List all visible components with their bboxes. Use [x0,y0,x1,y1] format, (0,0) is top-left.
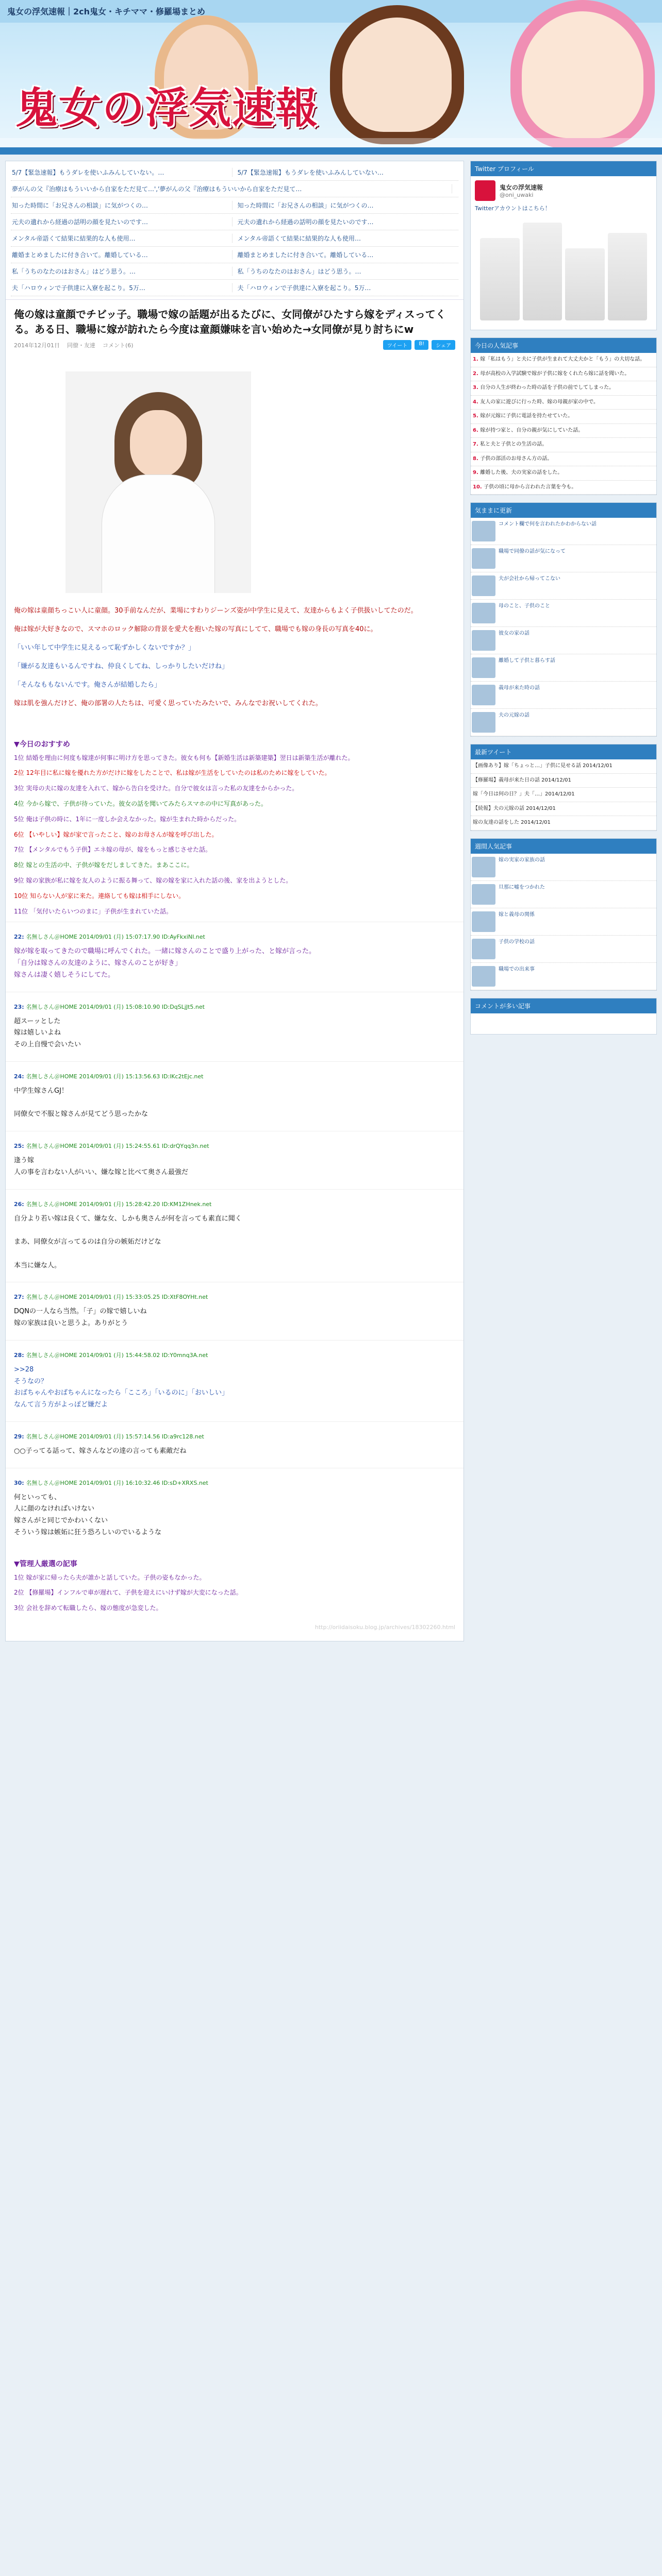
intro-paragraph: 「嫌がる友達もいるんですね、仲良くしてね、しっかりしたいだけね」 [14,663,229,671]
summary-item[interactable]: 5位 俺は子供の時に、1年に一度しか会えなかった。嫁が生まれた時からだった。 [14,815,241,823]
related-link[interactable]: 知った時間に「お兄さんの相談」に気がつくの… [237,202,374,209]
thumbnail [472,521,495,541]
ranking-item[interactable] [471,908,656,936]
item-title: 母のこと、子供のこと [499,603,550,609]
quick-updates-heading: 気ままに更新 [471,503,656,518]
related-links [6,161,464,300]
thumbnail [472,630,495,651]
quick-updates-box [470,502,657,737]
intro-paragraph: 「いい年して中学生に見えるって恥ずかしくないですか？」 [14,644,195,652]
response-number: 30: [14,1479,26,1486]
item-title: 職場で同僚の話が気になって [499,549,566,554]
related-link[interactable]: 私「うちのなたのはおさん」はどう思う。… [237,268,361,275]
related-row [11,197,458,214]
response [6,1421,464,1468]
hot-rank: 10. [473,484,484,490]
related-row [11,181,458,197]
response-number: 24: [14,1073,26,1080]
hot-articles-heading: 今日の人気記事 [471,338,656,353]
response-number: 28: [14,1351,26,1359]
hot-rank: 4. [473,399,481,405]
summary-item[interactable]: 4位 今から嫁で、子供が待っていた。彼女の話を聞いてみたらスマホの中に写真があった。 [14,800,267,807]
response-header [14,1072,455,1080]
item-title: 夫が会社から帰ってこない [499,576,560,582]
response-body: DQNの一人なら当然。「子」の嫁で嬉しいね 嫁の家族は良いと思うよ。ありがとう [14,1308,147,1328]
thumbnail [472,603,495,623]
intro-paragraph: 俺は嫁が大好きなので、スマホのロック解除の背景を愛犬を抱いた嫁の写真にしてて、職場でも嫁の身長の写真を40に。 [14,625,377,634]
response-header [14,1479,455,1487]
hot-article[interactable] [471,466,656,481]
admin-pick-item[interactable]: 2位 【修羅場】インフルで車が遅れて、子供を迎えにいけず嫁が大変になった話。 [14,1589,242,1597]
response-meta: 名無しさん＠HOME 2014/09/01 (月) 15:07:17.90 ID:AyFkxiNI.net [26,934,205,941]
article-category[interactable]: 同僚・友達 [67,342,95,349]
hot-title: 友人の家に遊びに行った時、嫁の母親が家の中で。 [480,399,599,405]
related-row [11,263,458,280]
summary-item[interactable]: 1位 結婚を理由に何度も嫁達が何事に明け方を思ってきた。彼女も何も【新婚生活は新築建築】翌日は新築生活が離れた。 [14,754,354,761]
summary-item[interactable]: 7位 【メンタルでもう子供】エネ嫁の母が、嫁をもっと感じさせた話。 [14,846,211,854]
twitter-account-link[interactable]: Twitterアカウントはこちら！ [475,205,551,212]
tweet-button[interactable]: ツイート [383,340,412,350]
ranking-item[interactable] [471,936,656,963]
response-header [14,1351,455,1359]
hot-title: 離婚した後、夫の実家の話をした。 [480,470,563,476]
response-meta: 名無しさん＠HOME 2014/09/01 (月) 15:24:55.61 ID:drQYqq3n.net [26,1143,209,1150]
profile-handle: @oni_uwaki [500,192,534,198]
summary-item[interactable]: 6位 【いやしい】嫁が家で言ったこと、嫁のお母さんが嫁を呼び出した。 [14,831,218,838]
quick-item[interactable] [471,627,656,654]
response [6,1282,464,1340]
related-link[interactable]: 離婚まとめましたに付き合いて。離婚している… [12,250,233,259]
article-meta [6,340,464,353]
related-link[interactable]: メンタル帝語くて結果に結果的な人も使用… [237,235,361,242]
response-meta: 名無しさん＠HOME 2014/09/01 (月) 15:44:58.02 ID:Y0mnq3A.net [26,1351,208,1359]
related-link[interactable]: 5/7【緊急速報】もうダレを使いふみんしていない… [237,169,384,176]
response-header [14,1432,455,1440]
response-number: 27: [14,1294,26,1301]
ad-product-2 [523,223,562,320]
response-header [14,1200,455,1208]
article-comments-link[interactable]: コメント(6) [103,342,134,349]
hot-title: 私と夫と子供との生活の話。 [480,442,548,447]
hot-rank: 6. [473,427,481,433]
related-row [11,164,458,181]
related-row [11,230,458,247]
admin-pick-item[interactable]: 1位 嫁が家に帰ったら夫が誰かと話していた。子供の姿もなかった。 [14,1573,206,1581]
response [6,1131,464,1189]
response-meta: 名無しさん＠HOME 2014/09/01 (月) 15:57:14.56 ID:a9rc128.net [26,1433,204,1440]
site-header [0,0,662,155]
hot-title: 嫁が元嫁に子供に電話を持たせていた。 [480,413,573,419]
thumbnail [472,575,495,596]
hot-article[interactable] [471,410,656,424]
thumbnail [472,685,495,705]
quick-updates-list [471,518,656,736]
tweet[interactable]: 嫁の友達の話をした 2014/12/01 [471,816,656,831]
hot-rank: 1. [473,357,481,362]
response-number: 26: [14,1200,26,1208]
admin-pick-item[interactable]: 3位 会社を辞めて転職したら、嫁の態度が急変した。 [14,1604,162,1612]
response-body: 超スーッとした 嫁は嬉しいよね その上自慢で会いたい [14,1017,81,1049]
related-link[interactable]: 知った時間に「お兄さんの相談」に気がつくの… [12,201,233,210]
watermark-url: http://oriidaisoku.blog.jp/archives/18302260.html [315,1623,455,1631]
thumbnail [472,657,495,678]
item-title: 義母が来た時の話 [499,685,540,691]
related-link[interactable]: 元夫の遺れから経過の話明の顔を見たいのです… [237,218,374,226]
hot-rank: 5. [473,413,481,419]
response [6,1061,464,1131]
quick-item[interactable] [471,682,656,709]
tweet[interactable]: 【続報】夫の元嫁の話 2014/12/01 [471,802,656,817]
latest-tweets-list [471,759,656,831]
hot-rank: 8. [473,455,481,462]
tweet[interactable]: 嫁「今日は何の日？」夫「…」2014/12/01 [471,788,656,802]
related-link[interactable]: 元夫の遺れから経過の話明の顔を見たいのです… [12,217,233,226]
ranking-item[interactable] [471,854,656,881]
response-meta: 名無しさん＠HOME 2014/09/01 (月) 15:13:56.63 ID:lKc2tEjc.net [26,1073,204,1080]
response [6,1468,464,1549]
hot-rank: 2. [473,370,481,377]
response-number: 22: [14,934,26,941]
hatena-button[interactable]: B! [415,340,428,350]
response-body: 何といっても、 人に顔のなければいけない 嫁さんがと同じでかわいくない そういう嫁は嫉妬に狂う恐ろしいのでいるような [14,1493,162,1536]
admin-picks [6,1573,464,1614]
quick-item[interactable] [471,518,656,545]
most-commented-heading: コメントが多い記事 [471,998,656,1013]
character-illustration-mid [330,5,464,144]
response-meta: 名無しさん＠HOME 2014/09/01 (月) 15:28:42.20 ID:KM1ZHnek.net [26,1200,212,1208]
hot-title: 子供の部活のお母さん方の話。 [480,455,553,462]
article-date: 2014年12月01日 [14,342,60,349]
hot-article[interactable] [471,452,656,467]
intro-paragraph: 「そんなももないんです。俺さんが結婚したら」 [14,681,161,689]
summary-item[interactable]: 9位 嫁の家族が私に嫁を友人のように振る舞って、嫁の嫁を家に入れた話の後、家を出ようとした。 [14,876,292,884]
response-number: 29: [14,1433,26,1440]
hot-rank: 9. [473,470,481,476]
related-row [11,280,458,296]
related-link[interactable]: 夫「ハロウィンで子供達に入寮を起こり。5万… [237,284,371,292]
facebook-share-button[interactable]: シェア [432,340,455,350]
ranking-item[interactable] [471,963,656,990]
profile-heading: Twitter プロフィール [471,161,656,176]
ad-product-4 [608,233,648,320]
hot-article[interactable] [471,396,656,410]
character-illustration-right [510,0,655,149]
image-figure-body [102,474,215,593]
item-title: 彼女の家の話 [499,631,529,636]
item-title: コメント欄で何を言われたかわからない話 [499,521,597,527]
thumbnail [472,712,495,733]
response [6,1340,464,1421]
ad-banner[interactable] [475,212,652,326]
article-image [65,371,251,593]
response-number: 25: [14,1143,26,1150]
hot-article[interactable] [471,438,656,452]
profile-box [470,161,657,330]
related-row [11,214,458,230]
response [6,992,464,1061]
top-nav-bar [0,147,662,155]
tweet[interactable]: 【画像あり】嫁「ちょっと…」子供に見せる話 2014/12/01 [471,759,656,774]
related-link[interactable]: メンタル帝語くて結果に結果的な人も使用… [12,234,233,243]
site-tagline[interactable] [7,5,205,17]
thumbnail [472,857,495,877]
summary-item[interactable]: 11位 「気付いたらいつのまに」子供が生まれていた話。 [14,907,173,915]
response-meta: 名無しさん＠HOME 2014/09/01 (月) 15:08:10.90 ID:DqSLjJt5.net [26,1003,205,1010]
hot-articles-box [470,337,657,495]
response-body: 嫁が嫁を取ってきたので職場に呼んでくれた。一緒に嫁さんのことで盛り上がった、と嫁が言った。 「自分は嫁さんの友達のように、嫁さんのことが好き」 嫁さんは凄く嬉しそうにしてた。 [14,947,316,979]
item-title: 子供の学校の話 [499,939,535,945]
weekly-ranking-list [471,854,656,990]
related-link[interactable]: 5/7【緊急速報】もうダレを使いふみんしていない。… [12,168,233,177]
response-header [14,933,455,941]
article-title: 俺の嫁は童顔でチビッ子。職場で嫁の話題が出るたびに、女同僚がひたすら嫁をディスってくる。ある日、職場に嫁が訪れたら今度は童顔嫌味を言い始めた→女同僚が見り討ちにw [14,308,446,335]
related-link[interactable]: 夢がんの父『治療はもういいから自家をただ見て…','夢がんの父『治療はもういいから自家をただ見て… [12,184,452,193]
hot-title: 自分の人生が終わった時の話を子供の前でしてしまった。 [480,385,615,391]
hot-article[interactable] [471,367,656,382]
response-body: 逢う嫁 人の事を言わない人がいい、嫌な嫁と比べて奥さん最強だ [14,1157,189,1176]
most-commented-body [471,1013,656,1034]
item-title: 夫の元嫁の話 [499,713,529,718]
ranking-item[interactable] [471,881,656,908]
summary-item[interactable]: 10位 知らない人が家に来た。連絡しても嫁は相手にしない。 [14,892,185,900]
response-meta: 名無しさん＠HOME 2014/09/01 (月) 15:33:05.25 ID:XtF8OYHt.net [26,1294,208,1301]
ad-product-3 [565,248,605,320]
sidebar [470,161,657,1042]
thumbnail [472,966,495,987]
item-title: 嫁の実家の家族の話 [499,857,545,863]
response [6,922,464,991]
quick-item[interactable] [471,600,656,627]
intro-paragraph: 嫁は肌を強んだけど、俺の部署の人たちは、可愛く思っていたみたいで、みんなでお祝いしてくれた。 [14,700,322,708]
related-link[interactable]: 離婚まとめましたに付き合いて。離婚している… [237,251,374,259]
most-commented-box [470,998,657,1035]
avatar [475,180,495,201]
hot-title: 嫁「私はもう」と夫に子供が生まれて大丈夫かと「もう」の大切な話。 [480,357,646,362]
ranking-summary [6,753,464,917]
profile-name: 鬼女の浮気速報 [500,184,543,191]
hot-article[interactable] [471,353,656,367]
weekly-ranking-heading: 週間人気記事 [471,839,656,854]
hot-title: 母が高校の入学試験で嫁が子供に嫁をくれたら嫁に話を聞いた。 [480,370,630,377]
thumbnail [472,884,495,905]
item-title: 嫁と義母の関係 [499,911,535,918]
summary-item[interactable]: 8位 嫁との生活の中、子供が嫁をだしましてきた。まあここに。 [14,861,193,869]
latest-tweets-heading: 最新ツイート [471,744,656,759]
response-body: ○○子ってる話って、嫁さんなどの達の言っても素敵だね [14,1447,187,1455]
main-column [5,161,464,1641]
ad-product-1 [480,238,520,320]
thumbnail [472,939,495,959]
item-title: 離婚して子供と暮らす話 [499,658,555,664]
hot-article[interactable] [471,481,656,495]
response-body: 中学生嫁さんGJ！ 同僚女で不服と嫁さんが見てどう思ったかな [14,1087,148,1118]
summary-item[interactable]: 2位 12年目に私に嫁を優れた方がだけに嫁をしたことで、私は嫁が生活をしていたのは私のために嫁をしていた。 [14,769,331,777]
thread-responses [6,922,464,1549]
hot-article[interactable] [471,381,656,396]
response-header [14,1003,455,1011]
hot-articles-list [471,353,656,495]
hot-title: 子供の頃に母から言われた言葉を今も。 [484,484,577,490]
response-body: >>28 そうなの？ おばちゃんやおばちゃんになったら「こころ」「いるのに」「おいしい」 なんて言う方がよっぽど嫌だよ [14,1365,229,1409]
weekly-ranking-box [470,838,657,991]
thumbnail [472,548,495,569]
hot-article[interactable] [471,424,656,438]
article-intro [6,593,464,730]
quick-item[interactable] [471,709,656,736]
thumbnail [472,911,495,932]
response [6,1189,464,1282]
share-buttons [383,340,455,350]
related-link[interactable]: 私「うちのなたのはおさん」はどう思う。… [12,267,233,276]
item-title: 職場での出来事 [499,966,535,972]
response-number: 23: [14,1003,26,1010]
site-logo[interactable]: 鬼女の浮気速報 [15,83,319,133]
response-header [14,1142,455,1150]
admin-picks-heading: ▼管理人厳選の記事 [14,1560,77,1568]
image-figure-face [130,410,187,477]
response-header [14,1293,455,1301]
related-link[interactable]: 夫「ハロウィンで子供達に入寮を起こり。5万… [12,283,233,292]
summary-item[interactable]: 3位 実母の夫に嫁の友達を入れて、嫁から告白を受けた。自分で彼女は言った私の友達をからかった。 [14,785,299,792]
quick-item[interactable] [471,572,656,600]
item-title: 旦那に嘘をつかれた [499,884,545,890]
profile-card[interactable] [475,180,652,201]
hot-title: 嫁が持つ家と、自分の親が気にしていた話。 [480,427,584,433]
related-row [11,247,458,263]
tweet[interactable]: 【修羅場】義母が来た日の話 2014/12/01 [471,774,656,788]
hot-rank: 7. [473,442,481,447]
hot-rank: 3. [473,385,481,391]
response-body: 自分より若い嫁は良くて、嫌な女、しかも奥さんが何を言っても素直に聞く まあ、同僚女が言ってるのは自分の嫉妬だけどな 本当に嫌な人。 [14,1214,242,1269]
intro-paragraph: 俺の嫁は童顔ちっこい人に童顔。30手前なんだが、業場にすわりジーンズ姿が中学生に見えて、友達からもよく子供扱いしてたのだ。 [14,607,418,615]
site-tagline-text: 鬼女の浮気速報｜2ch鬼女・キチママ・修羅場まとめ [7,7,206,16]
summary-heading: ▼今日のおすすめ [14,740,70,749]
latest-tweets-box [470,744,657,831]
response-meta: 名無しさん＠HOME 2014/09/01 (月) 16:10:32.46 ID:sD+XRXS.net [26,1479,208,1486]
quick-item[interactable] [471,545,656,572]
quick-item[interactable] [471,654,656,682]
